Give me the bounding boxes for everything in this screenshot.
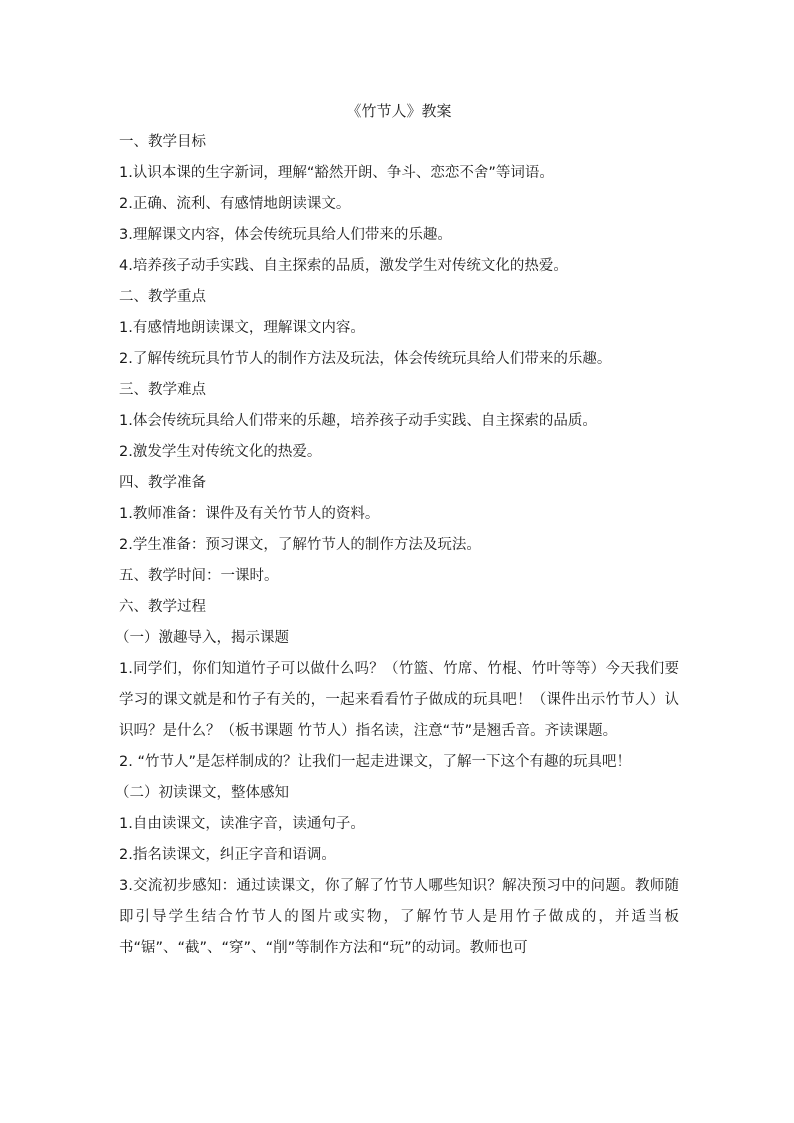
document-body — [115, 96, 679, 964]
section-heading-difficulties: 三、教学难点 — [119, 382, 206, 398]
process-paragraph: 2. “竹节人”是怎样制成的？让我们一起走进课文，了解一下这个有趣的玩具吧！ — [119, 754, 631, 770]
difficulty-item: 2.激发学生对传统文化的热爱。 — [119, 444, 322, 460]
section-heading-goals: 一、教学目标 — [119, 134, 206, 150]
preparation-item: 1.教师准备：课件及有关竹节人的资料。 — [119, 506, 380, 522]
subsection-heading-first-reading: （二）初读课文，整体感知 — [115, 785, 289, 801]
document-title: 《竹节人》教案 — [346, 102, 452, 120]
goal-item: 4.培养孩子动手实践、自主探索的品质，激发学生对传统文化的热爱。 — [119, 258, 568, 274]
process-paragraph: 1.同学们，你们知道竹子可以做什么吗？（竹篮、竹席、竹棍、竹叶等等）今天我们要学习的课文就是和竹子有关的，一起来看看竹子做成的玩具吧！（课件出示竹节人）认识吗？是什么？（板书课题 竹节人）指名读，注意“节”是翘舌音。齐读课题。 — [119, 661, 679, 739]
goal-item: 1.认识本课的生字新词，理解“豁然开朗、争斗、恋恋不舍”等词语。 — [119, 165, 554, 181]
section-heading-key-points: 二、教学重点 — [119, 289, 206, 305]
goal-item: 2.正确、流利、有感情地朗读课文。 — [119, 196, 351, 212]
process-paragraph: 3.交流初步感知：通过读课文，你了解了竹节人哪些知识？解决预习中的问题。教师随即引导学生结合竹节人的图片或实物，了解竹节人是用竹子做成的，并适当板书“锯”、“截”、“穿”、“削”等制作方法和“玩”的动词。教师也可 — [119, 878, 679, 956]
key-point-item: 1.有感情地朗读课文，理解课文内容。 — [119, 320, 365, 336]
preparation-item: 2.学生准备：预习课文，了解竹节人的制作方法及玩法。 — [119, 537, 481, 553]
goal-item: 3.理解课文内容，体会传统玩具给人们带来的乐趣。 — [119, 227, 452, 243]
subsection-heading-intro: （一）激趣导入，揭示课题 — [115, 630, 289, 646]
process-paragraph: 1.自由读课文，读准字音，读通句子。 — [119, 816, 365, 832]
key-point-item: 2.了解传统玩具竹节人的制作方法及玩法，体会传统玩具给人们带来的乐趣。 — [119, 351, 612, 367]
process-paragraph: 2.指名读课文，纠正字音和语调。 — [119, 847, 336, 863]
difficulty-item: 1.体会传统玩具给人们带来的乐趣，培养孩子动手实践、自主探索的品质。 — [119, 413, 597, 429]
section-heading-time: 五、教学时间：一课时。 — [119, 568, 279, 584]
section-heading-process: 六、教学过程 — [119, 599, 206, 615]
section-heading-preparation: 四、教学准备 — [119, 475, 206, 491]
